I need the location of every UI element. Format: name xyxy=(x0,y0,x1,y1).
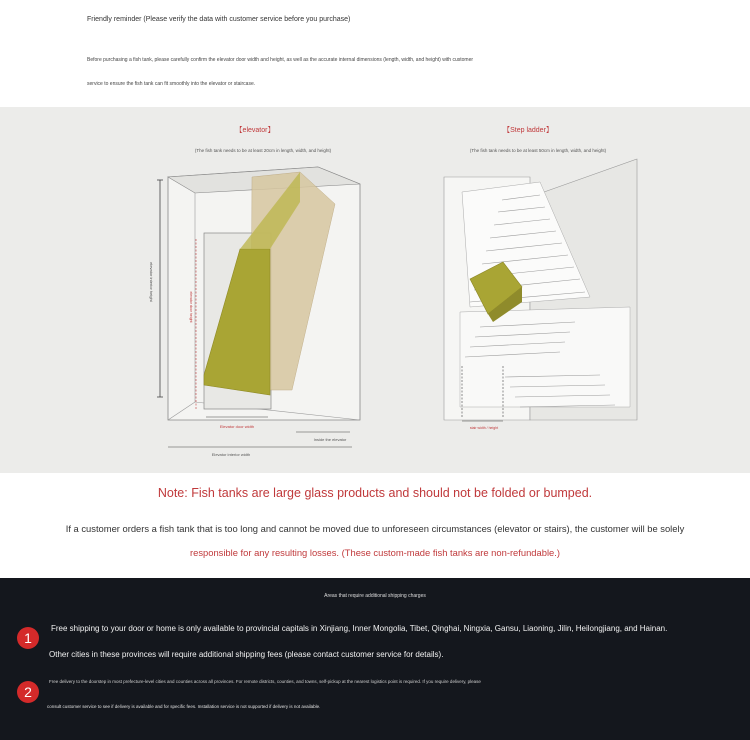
shipping-item-1-line-2: Other cities in these provinces will require additional shipping fees (please contact customer service for details). xyxy=(49,650,444,659)
elevator-door-height-label: elevator door height xyxy=(189,291,193,323)
shipping-item-2-line-1: Free delivery to the doorstep in most prefecture-level cities and counties across all provinces. For remote districts, counties, and towns, self-pickup at the nearest logistics point is required. If you require delivery, please xyxy=(49,679,481,684)
elevator-subtitle: (The fish tank needs to be at least 20cm in length, width, and height) xyxy=(194,148,332,153)
reminder-section xyxy=(0,0,750,107)
elevator-door-width-label: Elevator door width xyxy=(219,424,255,429)
number-badge-2: 2 xyxy=(17,681,39,703)
elevator-inside-label: Inside the elevator xyxy=(313,437,347,442)
diagram-illustration xyxy=(0,107,750,473)
shipping-heading: Areas that require additional shipping charges xyxy=(324,593,426,599)
liability-text-2: responsible for any resulting losses. (These custom-made fish tanks are non-refundable.) xyxy=(190,547,560,558)
warning-note: Note: Fish tanks are large glass products and should not be folded or bumped. xyxy=(157,486,593,500)
diagram-panel xyxy=(0,107,750,473)
elevator-height-label: elevator interior height xyxy=(149,262,154,302)
reminder-line-1: Before purchasing a fish tank, please carefully confirm the elevator door width and height, as well as the accurate internal dimensions (length, width, and height) with customer xyxy=(87,57,474,63)
elevator-interior-width-label: Elevator interior width xyxy=(211,452,251,457)
stairs-title: 【Step ladder】 xyxy=(503,127,553,134)
shipping-section xyxy=(0,578,750,740)
number-badge-1: 1 xyxy=(17,627,39,649)
shipping-item-1-line-1: Free shipping to your door or home is only available to provincial capitals in Xinjiang, Inner Mongolia, Tibet, Qinghai, Ningxia, Gansu, Liaoning, Jilin, Heilongjiang, and Hainan. xyxy=(51,624,668,633)
elevator-drawing xyxy=(157,167,360,447)
reminder-line-2: service to ensure the fish tank can fit smoothly into the elevator or staircase. xyxy=(87,81,256,87)
stairs-width-label: stair width / height xyxy=(469,426,499,430)
liability-text-1: If a customer orders a fish tank that is too long and cannot be moved due to unforeseen circumstances (elevator or stairs), the customer will be solely xyxy=(65,523,685,534)
stairs-drawing xyxy=(444,159,637,421)
stairs-subtitle: (The fish tank needs to be at least 50cm in length, width, and height) xyxy=(469,148,607,153)
elevator-title: 【elevator】 xyxy=(235,127,275,134)
shipping-item-2-line-2: consult customer service to see if delivery is available and for specific fees. Installation service is not supported if delivery is not available. xyxy=(47,704,321,709)
reminder-title: Friendly reminder (Please verify the data with customer service before you purchase) xyxy=(87,16,351,23)
